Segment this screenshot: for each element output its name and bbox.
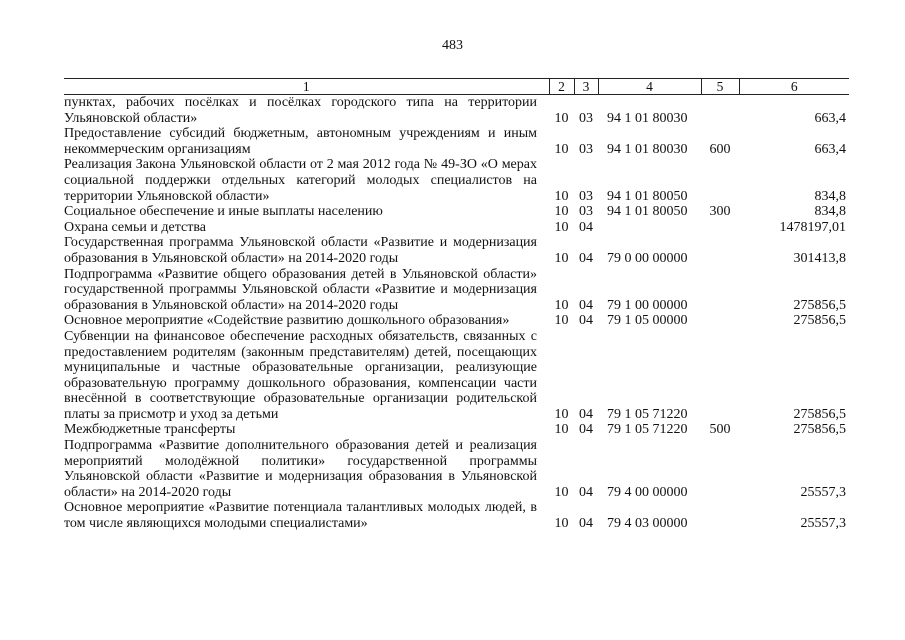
table-row <box>64 157 849 204</box>
row-section: 10 <box>554 204 569 220</box>
row-name: Основное мероприятие «Развитие потенциала талантливых молодых людей, в том числе являющихся молодыми специалистами» <box>64 500 537 532</box>
row-amount: 663,4 <box>814 110 846 126</box>
row-amount: 275856,5 <box>793 313 846 329</box>
row-amount: 834,8 <box>814 204 846 220</box>
row-target-article: 94 1 01 80050 <box>607 188 688 204</box>
row-target-article: 79 4 03 00000 <box>607 516 688 532</box>
row-target-article: 79 1 05 71220 <box>607 422 688 438</box>
column-header-4: 4 <box>598 79 701 95</box>
table-row <box>64 220 849 236</box>
row-name: Подпрограмма «Развитие общего образования детей в Ульяновской области» государственной программы Ульяновской области «Развитие и модернизация образования в Ульяновской области» на 2014-2020 годы <box>64 266 537 313</box>
row-amount: 275856,5 <box>793 422 846 438</box>
row-expense-type <box>701 220 739 236</box>
budget-table <box>64 78 849 532</box>
row-expense-type <box>701 235 739 266</box>
row-section: 10 <box>554 484 569 500</box>
row-subsection: 04 <box>579 297 593 313</box>
row-name: Субвенции на финансовое обеспечение расходных обязательств, связанных с предоставлением родителям (законным представителям) детей, посещающих муниципальные и частные образовательные организации, реализующие образовательную программу дошкольного образования, компенсации части внесённой в соответствующие образовательные организации родительской платы за присмотр и уход за детьми <box>64 328 537 422</box>
column-header-1: 1 <box>64 79 549 95</box>
table-row <box>64 438 849 500</box>
row-name: Реализация Закона Ульяновской области от 2 мая 2012 года № 49-ЗО «О мерах социальной поддержки отдельных категорий молодых специалистов на территории Ульяновской области» <box>64 157 537 204</box>
page-number: 483 <box>442 38 463 53</box>
row-subsection: 03 <box>579 110 593 126</box>
row-subsection: 03 <box>579 141 593 157</box>
row-target-article: 79 1 05 71220 <box>607 406 688 422</box>
row-section: 10 <box>554 141 569 157</box>
row-name: пунктах, рабочих посёлках и посёлках городского типа на территории Ульяновской области» <box>64 95 537 126</box>
row-name: Государственная программа Ульяновской области «Развитие и модернизация образования в Ульяновской области» на 2014-2020 годы <box>64 235 537 266</box>
row-amount: 301413,8 <box>793 250 846 266</box>
row-expense-type <box>701 329 739 423</box>
row-section: 10 <box>554 110 569 126</box>
row-target-article: 79 0 00 00000 <box>607 250 688 266</box>
table-row <box>64 329 849 423</box>
row-expense-type: 500 <box>709 422 731 438</box>
table-row <box>64 313 849 329</box>
row-amount: 275856,5 <box>793 297 846 313</box>
row-target-article: 79 4 00 00000 <box>607 484 688 500</box>
row-amount: 25557,3 <box>800 484 846 500</box>
row-expense-type <box>701 438 739 500</box>
row-target-article: 94 1 01 80050 <box>607 204 688 220</box>
table-row <box>64 204 849 220</box>
table-row <box>64 422 849 438</box>
table-row <box>64 500 849 531</box>
row-target-article: 79 1 00 00000 <box>607 297 688 313</box>
table-row <box>64 235 849 266</box>
row-expense-type <box>701 267 739 314</box>
row-subsection: 04 <box>579 250 593 266</box>
row-section: 10 <box>554 219 569 235</box>
row-name: Предоставление субсидий бюджетным, автономным учреждениям и иным некоммерческим организациям <box>64 126 537 157</box>
row-section: 10 <box>554 297 569 313</box>
row-subsection: 04 <box>579 219 593 235</box>
row-target-article: 79 1 05 00000 <box>607 313 688 329</box>
row-expense-type <box>701 157 739 204</box>
row-subsection: 04 <box>579 422 593 438</box>
row-amount: 25557,3 <box>800 516 846 532</box>
row-target-article: 94 1 01 80030 <box>607 110 688 126</box>
row-expense-type <box>701 313 739 329</box>
row-expense-type: 600 <box>709 141 731 157</box>
row-expense-type <box>701 500 739 531</box>
row-subsection: 04 <box>579 516 593 532</box>
row-subsection: 03 <box>579 204 593 220</box>
row-section: 10 <box>554 516 569 532</box>
table-row <box>64 267 849 314</box>
column-header-2: 2 <box>549 79 574 95</box>
row-section: 10 <box>554 188 569 204</box>
row-target-article: 94 1 01 80030 <box>607 141 688 157</box>
row-amount: 834,8 <box>814 188 846 204</box>
column-header-5: 5 <box>701 79 739 95</box>
row-expense-type <box>701 95 739 127</box>
row-target-article <box>598 220 701 236</box>
row-name: Межбюджетные трансферты <box>64 422 236 438</box>
row-name: Подпрограмма «Развитие дополнительного образования детей и реализация мероприятий молодёжной политики» государственной программы Ульяновской области «Развитие и модернизация образования в Ульяновской области» на 2014-2020 годы <box>64 438 537 500</box>
row-amount: 275856,5 <box>793 406 846 422</box>
row-section: 10 <box>554 313 569 329</box>
table-header-row <box>64 79 849 95</box>
column-header-6: 6 <box>739 79 849 95</box>
row-name: Основное мероприятие «Содействие развитию дошкольного образования» <box>64 313 510 329</box>
row-name: Социальное обеспечение и иные выплаты населению <box>64 204 383 220</box>
row-amount: 1478197,01 <box>779 219 846 235</box>
row-section: 10 <box>554 422 569 438</box>
row-amount: 663,4 <box>814 141 846 157</box>
row-subsection: 04 <box>579 484 593 500</box>
row-subsection: 03 <box>579 188 593 204</box>
row-subsection: 04 <box>579 313 593 329</box>
table-row <box>64 126 849 157</box>
row-name: Охрана семьи и детства <box>64 219 206 235</box>
row-section: 10 <box>554 406 569 422</box>
table-row <box>64 95 849 127</box>
column-header-3: 3 <box>574 79 598 95</box>
row-section: 10 <box>554 250 569 266</box>
row-subsection: 04 <box>579 406 593 422</box>
table-body <box>64 95 849 532</box>
row-expense-type: 300 <box>709 204 731 220</box>
